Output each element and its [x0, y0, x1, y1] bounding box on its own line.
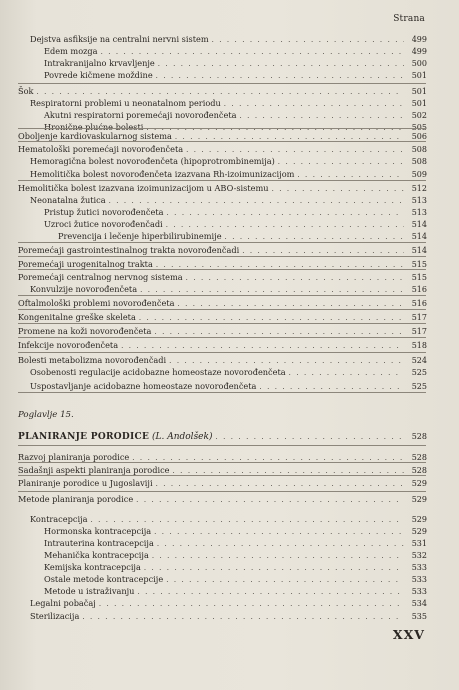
toc-entry-title: Edem mozga — [44, 46, 98, 56]
toc-entry-title: Pristup žutici novorođenčeta — [44, 207, 164, 217]
toc-entry-title: Kongenitalne greške skeleta — [18, 312, 136, 322]
chapter-title-text — [18, 431, 212, 443]
toc-entry — [30, 513, 427, 525]
leader-dots — [278, 156, 404, 168]
toc-entry-title: Poremećaji centralnog nervnog sistema — [18, 272, 183, 282]
toc-entry-title: Dejstva asfiksije na centralni nervni sistem — [30, 34, 209, 44]
toc-entry-title: Konvulzije novorođenčeta — [30, 284, 138, 294]
toc-entry — [44, 549, 427, 561]
separator-rule — [18, 462, 426, 463]
toc-entry-title: Prevencija i lečenje hiperbilirubinemije — [58, 231, 222, 241]
toc-entry-page: 516 — [411, 299, 427, 308]
toc-entry-page: 515 — [411, 273, 427, 282]
toc-entry — [58, 230, 427, 242]
toc-entry — [44, 537, 427, 549]
chapter-title-row — [18, 431, 427, 443]
toc-entry — [44, 57, 427, 69]
toc-entry — [30, 168, 427, 180]
toc-entry-page: 517 — [411, 313, 427, 322]
toc-entry-title: Sterilizacija — [30, 611, 80, 621]
toc-entry — [30, 597, 427, 609]
toc-entry — [30, 97, 427, 109]
toc-entry — [18, 339, 427, 351]
toc-entry-title: Respiratorni problemi u neonatalnom periodu — [30, 98, 221, 108]
toc-entry — [30, 380, 427, 392]
toc-entry-page: 501 — [411, 87, 427, 96]
toc-entry — [44, 69, 427, 81]
toc-entry-page: 529 — [411, 479, 427, 488]
leader-dots — [121, 340, 404, 352]
toc-entry-page: 529 — [411, 527, 427, 536]
toc-entry-page: 533 — [411, 575, 427, 584]
toc-entry-title: Povrede kičmene moždine — [44, 70, 153, 80]
toc-entry-page: 502 — [411, 111, 427, 120]
leader-dots — [136, 494, 404, 506]
toc-entry-page: 513 — [411, 208, 427, 217]
toc-entry-page: 517 — [411, 327, 427, 336]
toc-entry — [30, 194, 427, 206]
toc-entry — [44, 561, 427, 573]
toc-entry-page: 531 — [411, 539, 427, 548]
toc-entry-page: 501 — [411, 99, 427, 108]
separator-rule — [18, 392, 426, 393]
toc-entry — [18, 493, 427, 505]
chapter-page: 528 — [411, 432, 427, 441]
toc-entry-title: Metode u istraživanju — [44, 586, 135, 596]
toc-entry-page: 500 — [411, 59, 427, 68]
toc-entry — [44, 45, 427, 57]
toc-entry-page: 509 — [411, 170, 427, 179]
toc-entry — [18, 244, 427, 256]
toc-entry — [30, 33, 427, 45]
toc-entry-title: Uspostavljanje acidobazne homeostaze novorođenčeta — [30, 381, 257, 391]
page-folio: XXV — [392, 627, 425, 642]
separator-rule — [18, 242, 426, 243]
separator-rule — [18, 475, 426, 476]
toc-entry — [18, 143, 427, 155]
toc-entry-page: 514 — [411, 232, 427, 241]
toc-entry-title: Legalni pobačaj — [30, 598, 96, 608]
toc-entry-page: 512 — [411, 184, 427, 193]
toc-entry-page: 535 — [411, 612, 427, 621]
separator-rule — [18, 180, 426, 181]
toc-entry-title: Šok — [18, 86, 34, 96]
toc-entry — [18, 182, 427, 194]
toc-entry-page: 514 — [411, 220, 427, 229]
toc-entry — [18, 311, 427, 323]
toc-entry-title: Planiranje porodice u Jugoslaviji — [18, 478, 153, 488]
toc-entry-title: Kontracepcija — [30, 514, 88, 524]
toc-entry-title: Hormonska kontracepcija — [44, 526, 152, 536]
separator-rule — [18, 141, 426, 142]
toc-entry-title: Hemolitička bolest izazvana izoimunizacijom u ABO-sistemu — [18, 183, 269, 193]
toc-entry-page: 513 — [411, 196, 427, 205]
toc-entry — [44, 585, 427, 597]
toc-entry-title: Hronične plućne bolesti — [44, 122, 144, 132]
toc-entry-title: Sadašnji aspekti planiranja porodice — [18, 465, 170, 475]
toc-entry — [44, 525, 427, 537]
leader-dots — [156, 478, 404, 490]
toc-entry-page: 499 — [411, 35, 427, 44]
separator-rule — [18, 445, 426, 446]
toc-entry — [18, 271, 427, 283]
toc-entry-page: 533 — [411, 563, 427, 572]
toc-entry-title: Mehanička kontracepcija — [44, 550, 149, 560]
toc-entry-title: Poremećaji urogenitalnog trakta — [18, 259, 153, 269]
toc-entry-page: 514 — [411, 246, 427, 255]
toc-entry — [18, 297, 427, 309]
separator-rule — [18, 83, 426, 84]
separator-rule — [18, 309, 426, 310]
toc-entry — [18, 85, 427, 97]
toc-entry-page: 528 — [411, 453, 427, 462]
toc-entry-page: 528 — [411, 466, 427, 475]
toc-entry-title: Ostale metode kontracepcije — [44, 574, 164, 584]
toc-entry-page: 533 — [411, 587, 427, 596]
chapter-author: (L. Andolšek) — [152, 432, 213, 442]
toc-entry-page: 529 — [411, 495, 427, 504]
leader-dots — [289, 367, 404, 379]
toc-entry-page: 499 — [411, 47, 427, 56]
toc-entry-title: Intrauterina kontracepcija — [44, 538, 154, 548]
toc-entry-title: Kemijska kontracepcija — [44, 562, 141, 572]
toc-entry-title: Uzroci žutice novorođenčadi — [44, 219, 163, 229]
separator-rule — [18, 337, 426, 338]
toc-entry-title: Osobenosti regulacije acidobazne homeostaze novorođenčeta — [30, 367, 286, 377]
toc-entry-title: Hemoragična bolest novorođenčeta (hipoprotrombinemija) — [30, 156, 275, 166]
separator-rule — [18, 295, 426, 296]
toc-entry-title: Akutni respiratorni poremećaji novorođenčeta — [44, 110, 237, 120]
separator-rule — [18, 491, 426, 492]
separator-rule — [18, 323, 426, 324]
toc-entry-page: 516 — [411, 285, 427, 294]
separator-rule — [18, 269, 426, 270]
toc-entry-page: 534 — [411, 599, 427, 608]
toc-entry — [30, 610, 427, 622]
toc-entry-page: 515 — [411, 260, 427, 269]
toc-entry — [44, 573, 427, 585]
toc-entry — [44, 206, 427, 218]
toc-entry-title: Hematološki poremećaji novorođenčeta — [18, 144, 184, 154]
leader-dots — [82, 611, 404, 623]
chapter-label: Poglavlje 15. — [18, 410, 74, 420]
toc-entry — [18, 325, 427, 337]
toc-entry-title: Bolesti metabolizma novorođenčadi — [18, 355, 167, 365]
toc-entry-page: 524 — [411, 356, 427, 365]
toc-entry — [30, 155, 427, 167]
toc-entry — [30, 283, 427, 295]
chapter-title: PLANIRANJE PORODICE — [18, 432, 150, 442]
toc-entry-page: 529 — [411, 515, 427, 524]
toc-entry — [30, 366, 427, 378]
toc-entry-title: Razvoj planiranja porodice — [18, 452, 130, 462]
toc-entry — [44, 109, 427, 121]
toc-entry-page: 506 — [411, 132, 427, 141]
toc-entry — [18, 354, 427, 366]
toc-entry-page: 518 — [411, 341, 427, 350]
toc-entry-page: 525 — [411, 368, 427, 377]
toc-entry-page: 525 — [411, 382, 427, 391]
toc-entry-title: Poremećaji gastrointestinalnog trakta novorođenčadi — [18, 245, 240, 255]
leader-dots — [156, 70, 404, 82]
toc-entry-title: Metode planiranja porodice — [18, 494, 134, 504]
toc-entry-title: Intrakranijalno krvavljenje — [44, 58, 155, 68]
toc-entry — [18, 477, 427, 489]
toc-entry-title: Oboljenje kardiovaskularnog sistema — [18, 131, 172, 141]
toc-entry-title: Neonatalna žutica — [30, 195, 106, 205]
leader-dots — [99, 598, 404, 610]
page-column-header: Strana — [393, 14, 425, 24]
separator-rule — [18, 128, 426, 129]
toc-entry-title: Hemolitička bolest novorođenčeta izazvana Rh-izoimunizacijom — [30, 169, 295, 179]
toc-entry-page: 532 — [411, 551, 427, 560]
toc-entry-page: 508 — [411, 157, 427, 166]
toc-entry-title: Infekcije novorođenčeta — [18, 340, 119, 350]
separator-rule — [18, 256, 426, 257]
separator-rule — [18, 352, 426, 353]
toc-entry-page: 501 — [411, 71, 427, 80]
leader-dots — [215, 431, 404, 443]
toc-entry-title: Promene na koži novorođenčeta — [18, 326, 152, 336]
toc-entry-page: 508 — [411, 145, 427, 154]
toc-entry-page: 505 — [411, 123, 427, 132]
toc-entry — [44, 218, 427, 230]
toc-entry-title: Oftalmološki problemi novorođenčeta — [18, 298, 175, 308]
